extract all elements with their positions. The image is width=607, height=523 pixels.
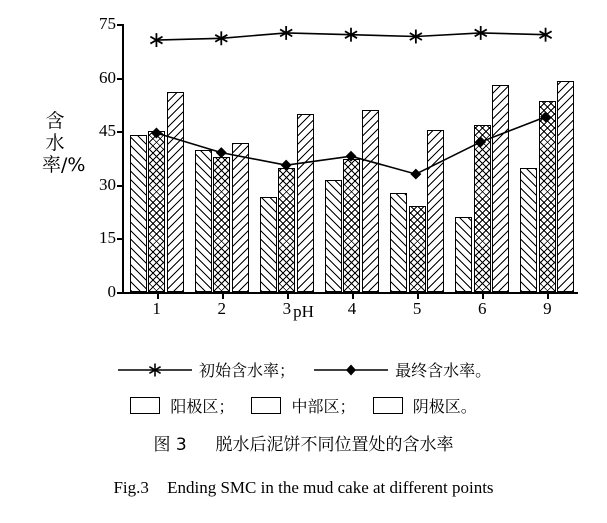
y-axis-label: 含水率/% [42, 110, 86, 176]
x-tick-label: 6 [478, 299, 487, 318]
x-tick-mark [157, 292, 159, 299]
bar [427, 130, 444, 292]
plot-area: 0 15 30 45 60 75 1 2 3 4 5 6 9 [122, 24, 578, 294]
bar-group [515, 24, 580, 318]
bar [343, 159, 360, 292]
bar [278, 168, 295, 292]
diamond-line-icon [312, 361, 390, 379]
legend-item-cathode-zone [373, 394, 477, 417]
bar [130, 135, 147, 292]
legend-label-middle-zone: 中部区； [291, 397, 356, 416]
bar [167, 92, 184, 292]
x-tick-label: 2 [217, 299, 226, 318]
bar [539, 101, 556, 292]
legend-item-anode-zone [130, 394, 234, 417]
x-axis-label: pH [293, 302, 314, 321]
x-tick-label: 5 [412, 299, 422, 318]
caption-chinese [0, 430, 607, 455]
bar [492, 85, 509, 292]
bar [520, 168, 537, 292]
caption-en-text: Ending SMC in the mud cake at different points [167, 478, 494, 497]
bar-group [450, 24, 515, 318]
x-tick-mark [547, 292, 549, 299]
bar [195, 150, 212, 292]
legend-label-final-smc: 最终含水率。 [395, 361, 492, 380]
legend-bars [0, 394, 607, 417]
caption-cn-text: 脱水后泥饼不同位置处的含水率 [215, 435, 454, 455]
bar [474, 125, 491, 292]
bar [362, 110, 379, 292]
bar [148, 131, 165, 292]
legend-item-initial-smc [116, 358, 295, 381]
bar [390, 193, 407, 292]
bar [232, 143, 249, 292]
x-tick-label: 9 [543, 299, 552, 318]
x-tick-label: 1 [152, 299, 161, 318]
bar [297, 114, 314, 292]
bar [409, 206, 426, 292]
bar-group [124, 24, 189, 318]
legend-label-cathode-zone: 阴极区。 [412, 397, 477, 416]
x-tick-mark [352, 292, 354, 299]
anode-zone-swatch [130, 397, 160, 414]
bar [325, 180, 342, 292]
caption-en-label: Fig.3 [113, 478, 149, 497]
legend-item-final-smc [312, 358, 491, 381]
asterisk-line-icon [116, 361, 194, 379]
x-tick-label: 4 [347, 299, 357, 318]
caption-cn-label: 图 3 [153, 435, 187, 455]
bar-group [189, 24, 254, 318]
middle-zone-swatch [251, 397, 281, 414]
x-tick-label: 3 [282, 299, 292, 318]
legend-lines [0, 358, 607, 381]
x-tick-mark [482, 292, 484, 299]
x-tick-mark [417, 292, 419, 299]
bar-group [319, 24, 384, 318]
bar [455, 217, 472, 292]
bar [260, 197, 277, 292]
legend-label-initial-smc: 初始含水率； [198, 361, 295, 380]
legend-item-middle-zone [251, 394, 355, 417]
legend-label-anode-zone: 阳极区； [170, 397, 235, 416]
x-tick-mark [222, 292, 224, 299]
x-tick-mark [287, 292, 289, 299]
bar-group [385, 24, 450, 318]
cathode-zone-swatch [373, 397, 403, 414]
bar [213, 157, 230, 292]
caption-english [0, 478, 607, 498]
bar [557, 81, 574, 292]
